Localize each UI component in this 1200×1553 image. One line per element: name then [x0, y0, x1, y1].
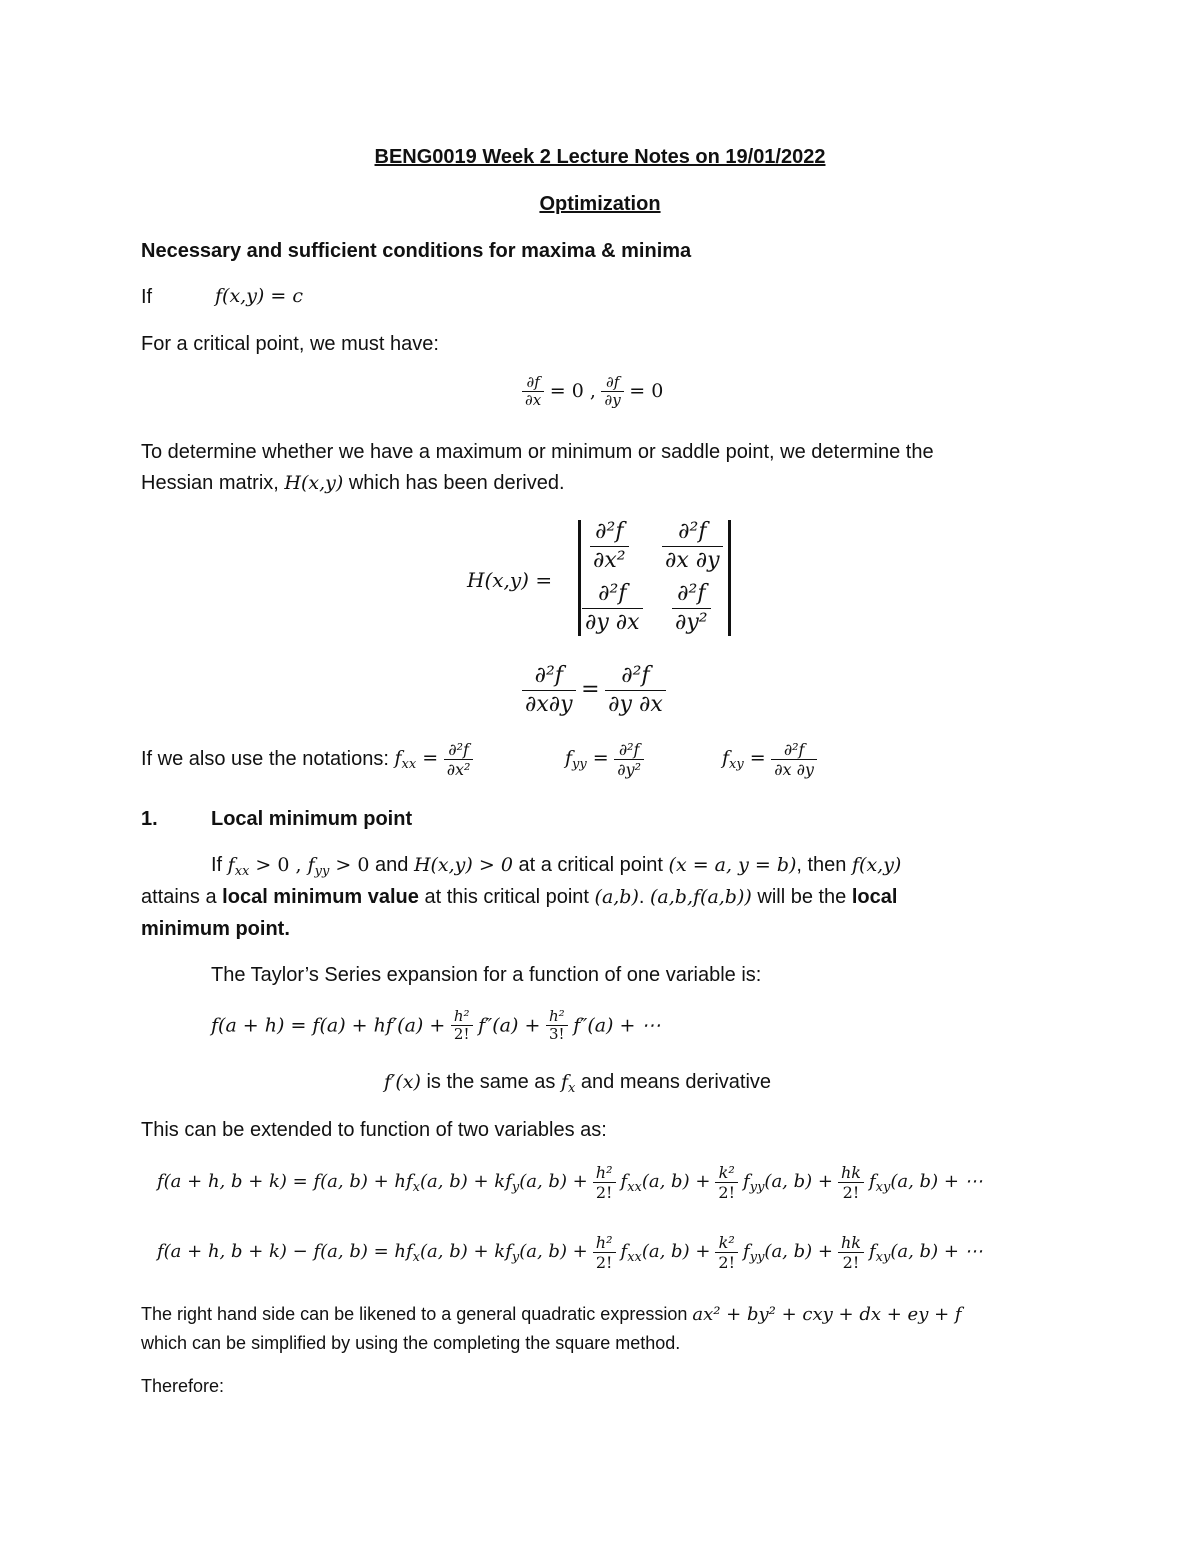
- if-word: If: [141, 286, 153, 308]
- critical-intro: For a critical point, we must have:: [141, 333, 439, 355]
- notation-line: If we also use the notations: $f_{xx}$ = $\frac{\text{∂²f}}{\text{∂x²}}$: [141, 740, 473, 779]
- condition-line2: attains a local minimum value at this critical point (a,b). (a,b,f(a,b)) will be the local: [141, 886, 898, 908]
- derivative-note: f′(x) is the same as $f_x$ and means derivative: [384, 1071, 772, 1096]
- item-heading: Local minimum point: [211, 808, 413, 830]
- matrix-right-bar: [728, 520, 731, 636]
- extend-intro: This can be extended to function of two variables as:: [141, 1119, 607, 1141]
- hessian-cell-12: $\frac{\text{∂²f}}{\partial x \partial y}$: [662, 518, 723, 575]
- taylor-intro: The Taylor’s Series expansion for a function of one variable is:: [211, 964, 762, 986]
- rhs-line1: The right hand side can be likened to a general quadratic expression ax² + by² + cxy + dx + ey + f: [141, 1304, 962, 1325]
- condition-line1: If $f_{xx} > 0$ , $f_{yy} > 0$ and H(x,y) > 0 at a critical point (x = a, y = b), then f(x,y): [211, 854, 902, 879]
- hessian-cell-21: $\frac{\text{∂²f}}{\partial y \partial x}$: [582, 580, 643, 637]
- hessian-lhs: H(x,y) =: [467, 568, 553, 592]
- mixed-partial-equality: $\frac{\text{∂²f}}{\partial x\partial y}$ = $\frac{\text{∂²f}}{\partial y \partial x}$: [522, 662, 666, 719]
- document-title: BENG0019 Week 2 Lecture Notes on 19/01/2022: [374, 146, 826, 168]
- if-equation: f(x,y) = c: [215, 285, 303, 307]
- document-subtitle: Optimization: [539, 193, 661, 215]
- matrix-left-bar: [578, 520, 581, 636]
- hessian-cell-22: $\frac{\text{∂²f}}{\text{∂y²}}$: [672, 580, 711, 637]
- rhs-line2: which can be simplified by using the completing the square method.: [141, 1333, 681, 1353]
- condition-line3: minimum point.: [141, 918, 290, 940]
- notation-fyy: $f_{yy}$ = $\frac{\text{∂²f}}{\text{∂y²}}$: [565, 740, 644, 779]
- hessian-cell-11: $\frac{\text{∂²f}}{\text{∂x²}}$: [590, 518, 629, 575]
- hessian-intro-line1: To determine whether we have a maximum or minimum or saddle point, we determine the: [141, 441, 934, 463]
- taylor-one-variable: f(a + h) = f(a) + hf′(a) + $\frac{\text{h²}}{2!}$ f″(a) + $\frac{\text{h²}}{3!}$ f″(a) + ⋯: [211, 1007, 661, 1043]
- notation-fxx-fraction: $\frac{\text{∂²f}}{\text{∂x²}}$: [444, 740, 474, 779]
- if-line: [141, 286, 152, 309]
- hessian-intro-line2: Hessian matrix, H(x,y) which has been derived.: [141, 472, 565, 494]
- item-number: 1.: [141, 808, 158, 830]
- taylor-two-variable-1: f(a + h, b + k) = f(a, $b) + hf_x(a$, $b) + kf_y(a$, b) + $\frac{\text{h²}}{2!}$ $f_{xx}(a$, b) + $\frac{\text{k²}}{2!}$ $f_{yy}(a$, b) + $\frac{hk}{2!}$ $f_{xy}(a$, b) + ⋯: [157, 1163, 983, 1202]
- critical-equation: $\frac{\partial f}{\partial x}$ = 0 , $\frac{\partial f}{\partial y}$ = 0: [522, 374, 663, 409]
- fraction-df-dy: $\frac{\partial f}{\partial y}$: [601, 374, 623, 409]
- section-heading: Necessary and sufficient conditions for maxima & minima: [141, 240, 692, 262]
- notation-fxy: $f_{xy}$ = $\frac{\text{∂²f}}{\partial x \partial y}$: [722, 740, 817, 779]
- taylor-two-variable-2: f(a + h, b + k) − f(a, $b) = hf_x(a$, $b) + kf_y(a$, b) + $\frac{\text{h²}}{2!}$ $f_{xx}(a$, b) + $\frac{\text{k²}}{2!}$ $f_{yy}(a$, b) + $\frac{hk}{2!}$ $f_{xy}(a$, b) + ⋯: [157, 1233, 983, 1272]
- fraction-df-dx: $\frac{\partial f}{\partial x}$: [522, 374, 544, 409]
- therefore: Therefore:: [141, 1376, 225, 1396]
